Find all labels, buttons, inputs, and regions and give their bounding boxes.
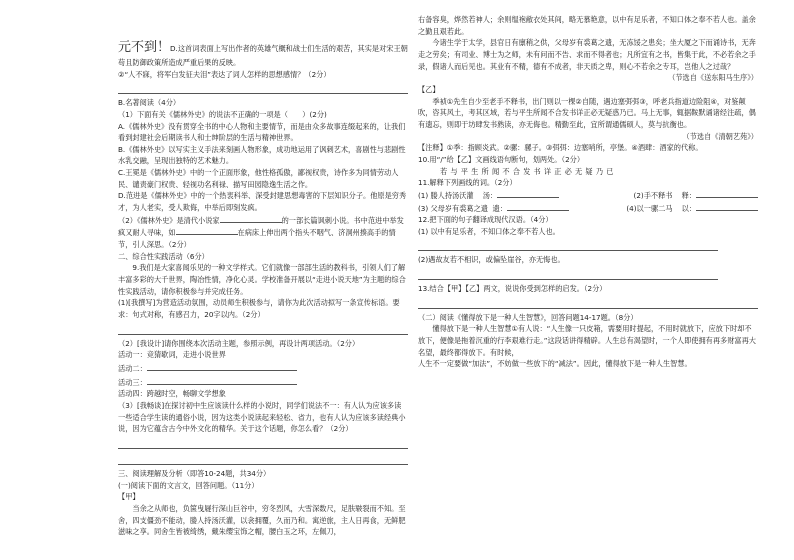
question-b: ②“人不寐，将军白发征夫泪”表达了词人怎样的思想感情？（2分） (118, 69, 331, 79)
task-2: （2）[我设计]请你围绕本次活动主题，参照示例，再设计两项活动。（2分） (118, 338, 360, 348)
blank-character[interactable] (176, 226, 238, 235)
q12-sentence-1: (1) 以中有足乐者，不知口体之奉不若人也。 (418, 226, 560, 236)
word-2-blank[interactable] (696, 189, 758, 198)
question-13: 13.结合【甲】【乙】两文，说说你受到怎样的启发。（2分） (418, 284, 607, 294)
left-column (118, 40, 408, 538)
word-item-2 (634, 189, 758, 202)
section-3a-heading: (一)阅读下面的文言文，回答问题。（11分） (118, 480, 259, 490)
question-11: 11.解释下列画线的词。（2分） (418, 178, 517, 188)
question-1: （1）下面有关《儒林外史》的说法不正确的一项是（ ）(2分) (118, 109, 327, 119)
source-2: （节选自《清朝艺苑》） (682, 131, 758, 141)
activity-2 (118, 361, 408, 375)
answer-line[interactable] (118, 452, 408, 465)
right-column (418, 14, 758, 370)
word-3-label: 遗： (492, 203, 507, 213)
intro-rest: D.这首词表面上写出作者的英雄气概和战士们生活的艰苦，其实是对宋王朝苟且防御政策所造成严重后果的反映。 (118, 44, 408, 67)
section-2-heading: 二、综合性实践活动（6分） (118, 251, 209, 261)
word-row-2 (418, 202, 758, 215)
activity-intro: 9.我们是大家喜闻乐见的一种文学样式。它们就像一部部生活的教科书，引领人们了解丰富多彩的大千世界，陶冶性情，净化心灵。学校准备开展以“走进小说天地”为主题的综合性实践活动，请你积极参与并完成任务。 (118, 263, 406, 296)
blank-author[interactable] (220, 214, 282, 223)
word-item-1 (418, 189, 559, 202)
word-row-1 (418, 189, 758, 202)
question-12: 12.把下面的句子翻译成现代汉语。（4分） (418, 215, 553, 225)
yi-label: 【乙】 (418, 84, 440, 94)
word-item-3 (418, 202, 569, 215)
section-3-heading: 三、阅读理解及分析（即答10-24题，共34分） (118, 468, 271, 478)
word-4: (4)以一骡二马 (626, 203, 673, 213)
word-3: (3) 父母岁有裘葛之遗 (418, 203, 488, 213)
jia-continued: 右备容臭，烨然若神人；余则缊袍敝衣处其间，略无慕艳意，以中有足乐者，不知口体之奉不若人也。盖余之勤且艰若此。 (418, 15, 756, 36)
q2-part-b: 的一部长篇讽刺小说。书中范进中举发疯又耐人寻味，如 (118, 215, 404, 238)
word-1-label: 汤： (482, 190, 498, 200)
section-b-read: B.名著阅读（4分） (118, 98, 181, 108)
intro-line (118, 40, 408, 69)
word-1: (1) 媵人持汤沃灌 (418, 190, 474, 200)
answer-line[interactable] (118, 436, 408, 449)
word-2-label: 释： (681, 190, 696, 200)
q2-part-c: 在病床上伸出两个指头不咽气、济洞州揍高手的情节，引人深思。（2分） (118, 228, 396, 250)
yi-text: 季祯①先生自少至老手不释书，出门则以一棵②自随，遇边塞弭弭③，呼老兵指道边险阻④，对鉴颠吹，咨其风土，考其区域，若与平生所闻不合发书详正必无疑惑乃已。马上无事，辄据鞍默诵诸经注疏，偶有遗忘，则即于坊肆发书熟读，亦无侮也。精勤至此，宜所谓通儒硕人，莫与抗衡也。 (418, 96, 756, 129)
option-c: C.王冕是《儒林外史》中的一个正面形象，他性格孤傲，鄙视权贵，诗作多为同情劳动人民、谴责豪门权贵、轻视功名利禄、描写田园隐逸生活之作。 (118, 168, 399, 189)
jia-text: 当余之从师也，负箧曳屣行深山巨谷中，穷冬烈风，大雪深数尺，足肤皲裂而不知。至舍，四支僵劲不能动，媵人持汤沃灌，以衾拥覆，久而乃和。寓逆旅，主人日再食，无鲜肥滋味之享。同舍生皆被绮绣，戴朱缨宝饰之帽，腰白玉之环，左佩刀， (118, 503, 406, 537)
activity-1: 活动一：竞猜歇词，走进小说世界 (118, 350, 226, 360)
task-3: （3）[我畅谈]在探讨初中生应该读什么样的小说时，同学们说法不一：有人认为应该多读一些适合学生读的通俗小说，因为这类小说读起来轻松、省力，也有人认为应该多读经典小说，因为它蕴含古今中外文化的精华。关于这个话题，你怎么看？（2分） (118, 400, 406, 434)
answer-line[interactable] (418, 296, 758, 309)
intro-big-text: 元不到！ (118, 40, 171, 55)
q12-sentence-2: (2)遇故友若不相识，或偏坠崖谷，亦无悔也。 (418, 255, 565, 265)
notes: 【注释】①季：指顾炎武。②骡：骡子。③弭弭：边塞哨所，亭堡。④酒肆：酒家的代称。 (418, 143, 703, 153)
task-1: (1)[我撰写]为营造活动氛围，动员师生积极参与，请你为此次活动拟写一条宣传标语。要求：句式对称，有感召力，20字以内。（2分） (118, 298, 400, 320)
word-3-blank[interactable] (507, 202, 569, 211)
source-1: （节选自《送东阳马生序》） (668, 73, 758, 83)
activity-3 (118, 375, 408, 389)
word-4-label: 以： (681, 203, 696, 213)
jia-label: 【甲】 (118, 492, 140, 502)
article-para-1: 懂得放下是一种人生智慧①有人说：“人生像一只皮箱，需要用时提起，不用时就放下，应放下时却不放下，便像是拖着沉重的行李艰难行走。”这段话讲得精辟。人生总有渴望时，一个人即使拥有再多财富再大名望，最终都得放下。有时候， (418, 324, 756, 357)
q2-part-a: （2）《儒林外史》是清代小说家 (118, 215, 220, 225)
word-1-blank[interactable] (497, 189, 559, 198)
word-2: (2)手不释书 (633, 190, 673, 200)
word-4-blank[interactable] (696, 202, 758, 211)
option-d: D.范进是《儒林外史》中的一个热衷科举、深受封建思想毒害的下层知识分子。他原是穷秀才，为人老实，受人欺侮，中举后即刻发疯。 (118, 191, 407, 213)
article-para-2: 人生不一定要做“加法”，不妨做一些放下的“减法”。因此，懂得放下是一种人生智慧。 (418, 359, 692, 369)
jia-paragraph-2: 今诸生学于太学，县官日有廪稍之供，父母岁有裘葛之遗，无冻馁之患矣；坐大厦之下而诵诗书，无奔走之劳矣；有司业、博士为之师，未有问而不告、求而不得者也；凡所宜有之书，皆集于此，不必若余之手录，假诸人而后见也。其业有不精，德有不成者，非天质之卑，则心不若余之专耳，岂他人之过哉？ (418, 38, 756, 71)
answer-line[interactable] (118, 81, 408, 94)
answer-line[interactable] (418, 267, 718, 280)
question-2 (118, 214, 408, 251)
q10-sentence[interactable]: 若与平生所闻不合发书详正必无疑乃已 (440, 166, 617, 176)
option-b: B.《儒林外史》以写实主义手法来刻画人物形象，成功地运用了讽刺艺术，喜剧性与悲剧性水乳交融，呈现出独特的艺术魅力。 (118, 144, 406, 166)
activity-3-blank[interactable] (147, 375, 297, 385)
answer-line[interactable] (418, 238, 718, 251)
activity-2-label: 活动二： (118, 363, 147, 373)
answer-line[interactable] (118, 322, 408, 335)
activity-4: 活动四：跨越时空，畅聊文学想象 (118, 389, 226, 399)
option-a: A.《儒林外史》没有贯穿全书的中心人物和主要情节，而是由众多故事连缀起来的，让我们看到封建社会后期读书人和士绅阶层的生活与精神世界。 (118, 121, 406, 143)
activity-3-label: 活动三： (118, 377, 147, 387)
question-10: 10.用“/”给【乙】文画线语句断句，划两处。（2分） (418, 154, 585, 164)
word-item-4 (626, 202, 758, 215)
section-2-reading: （二）阅读《懂得放下是一种人生智慧》，回答问题14-17题。（8分） (418, 312, 638, 322)
activity-2-blank[interactable] (147, 361, 297, 371)
